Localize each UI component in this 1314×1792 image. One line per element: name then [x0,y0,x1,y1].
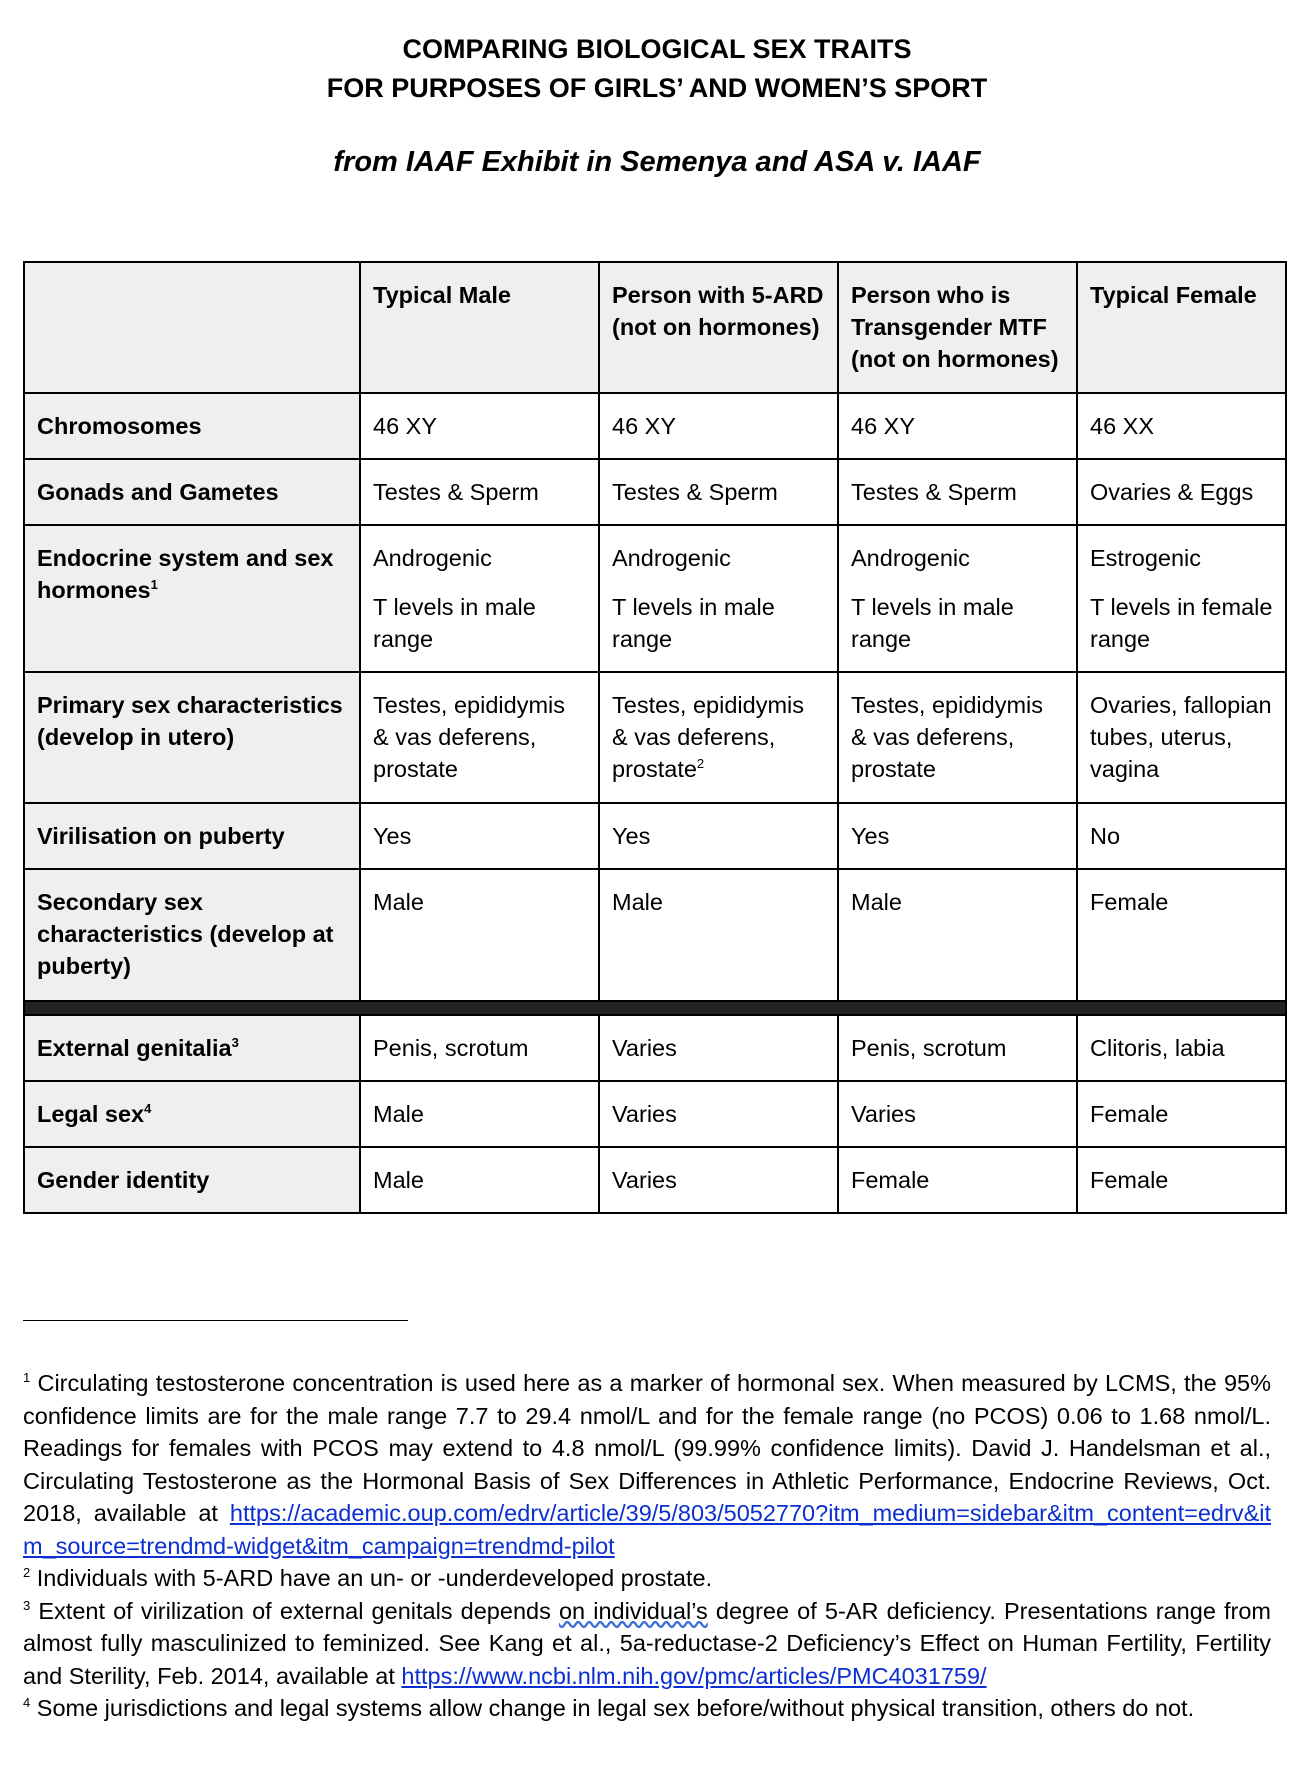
subtitle: from IAAF Exhibit in Semenya and ASA v. IAAF [333,146,981,178]
table-cell: Male [360,1147,599,1213]
footnote-mark: 1 [23,1370,31,1385]
table-cell: Yes [599,803,838,869]
table-cell: Androgenic T levels in male range [599,525,838,672]
table-cell: Male [599,869,838,1001]
table-cell: Varies [599,1081,838,1147]
footnote-text: Circulating testosterone concentration is used here as a marker of hormonal sex. When measured by LCMS, the 95% confidence limits are for the male range 7.7 to 29.4 nmol/L and for the female range (no PCOS) 0.06 to 1.68 nmol/L. Readings for females with PCOS may extend to 4.8 nmol/L (99.99% confidence limits). David J. Handelsman et al., Circulating Testosterone as the Hormonal Basis of Sex Differences in Athletic Performance, Endocrine Reviews, Oct. 2018, available at [23,1370,1271,1526]
footnote-4 [23,1692,1271,1725]
row-label: Secondary sex characteristics (develop at puberty) [24,869,360,1001]
title-line-2: FOR PURPOSES OF GIRLS’ AND WOMEN’S SPORT [326,73,988,103]
table-cell: Testes, epididymis & vas deferens, prostate$^2$ [599,672,838,803]
row-label: Virilisation on puberty [24,803,360,869]
table-cell: Testes & Sperm [838,459,1077,525]
table-cell: Female [1077,1147,1286,1213]
footnote-text: Extent of virilization of external genitals depends [38,1597,551,1624]
footnote-3 [23,1595,1271,1693]
table-cell: Ovaries & Eggs [1077,459,1286,525]
table-row-chromosomes [24,393,1286,459]
table-cell: Female [1077,869,1286,1001]
table-row-secondary-sex [24,869,1286,1001]
footnote-ref-4[interactable]: 4 [144,1101,152,1116]
footnote-link[interactable]: https://www.ncbi.nlm.nih.gov/pmc/articles/PMC4031759/ [401,1662,987,1689]
footnote-ref-3[interactable]: 3 [231,1035,239,1050]
table-cell: Penis, scrotum [838,1015,1077,1081]
table-cell: Estrogenic T levels in female range [1077,525,1286,672]
table-cell: Ovaries, fallopian tubes, uterus, vagina [1077,672,1286,803]
column-header-5ard: Person with 5-ARD (not on hormones) [599,262,838,393]
table-cell: Male [360,1081,599,1147]
footnote-text: Some jurisdictions and legal systems allow change in legal sex before/without physical transition, others do not. [36,1695,1195,1721]
row-label: Endocrine system and sex hormones$^1$ [24,525,360,672]
divider-bar [24,1001,1286,1015]
row-label: External genitalia$^3$ [24,1015,360,1081]
title-line-1: COMPARING BIOLOGICAL SEX TRAITS [402,34,912,64]
table-cell: Male [838,869,1077,1001]
table-row-legal-sex [24,1081,1286,1147]
row-label: Legal sex$^4$ [24,1081,360,1147]
footnote-mark: 2 [23,1565,31,1580]
footnote-text: Individuals with 5-ARD have an un- or -underdeveloped prostate. [36,1565,713,1591]
table-cell: Testes & Sperm [360,459,599,525]
footnote-link[interactable]: https://academic.oup.com/edrv/article/39/5/803/5052770?itm_medium=sidebar&itm_content=edrv&itm_source=trendmd-widget&itm_campaign=trendmd-pilot [23,1500,1271,1559]
footnote-ref-2[interactable]: 2 [696,756,705,771]
table-cell: Testes, epididymis & vas deferens, prostate [838,672,1077,803]
table-cell: 46 XX [1077,393,1286,459]
table-cell: Testes & Sperm [599,459,838,525]
table-cell: Androgenic T levels in male range [360,525,599,672]
table-cell: 46 XY [599,393,838,459]
footnote-separator [23,1320,408,1321]
table-cell: Penis, scrotum [360,1015,599,1081]
table-cell: Female [838,1147,1077,1213]
table-cell: Varies [838,1081,1077,1147]
footnote-mark: 4 [23,1695,31,1710]
table-cell: Varies [599,1015,838,1081]
table-row-virilisation [24,803,1286,869]
table-cell: Varies [599,1147,838,1213]
row-label: Gonads and Gametes [24,459,360,525]
table-cell: 46 XY [360,393,599,459]
column-header-typical-female: Typical Female [1077,262,1286,393]
table-row-primary-sex [24,672,1286,803]
row-label: Chromosomes [24,393,360,459]
table-cell: Yes [360,803,599,869]
spellcheck-underline: on individual’s [558,1597,708,1624]
table-row-gonads [24,459,1286,525]
table-cell: Yes [838,803,1077,869]
table-cell: Clitoris, labia [1077,1015,1286,1081]
section-divider [24,1001,1286,1015]
footnote-1 [23,1367,1271,1562]
table-row-external-genitalia [24,1015,1286,1081]
footnote-2 [23,1562,1271,1595]
corner-cell [24,262,360,393]
table-cell: 46 XY [838,393,1077,459]
row-label: Primary sex characteristics (develop in utero) [24,672,360,803]
footnote-mark: 3 [23,1597,31,1613]
table-cell: Androgenic T levels in male range [838,525,1077,672]
footnote-ref-1[interactable]: 1 [150,577,158,592]
row-label: Gender identity [24,1147,360,1213]
table-row-gender-identity [24,1147,1286,1213]
column-header-transgender-mtf: Person who is Transgender MTF (not on hormones) [838,262,1077,393]
table-row-endocrine [24,525,1286,672]
table-cell: Male [360,869,599,1001]
table-cell: Female [1077,1081,1286,1147]
table-cell: No [1077,803,1286,869]
footnote-text: degree of 5-AR deficiency. Presentations range from almost fully masculinized to feminized. See Kang et al., 5a-reductase-2 Deficiency’s Effect on Human Fertility, Fertility and Sterility, Feb. 2014, available at [23,1597,1272,1689]
column-header-typical-male: Typical Male [360,262,599,393]
footnotes [23,1367,1271,1725]
header-row [24,262,1286,393]
table-cell: Testes, epididymis & vas deferens, prostate [360,672,599,803]
comparison-table [23,261,1287,1214]
